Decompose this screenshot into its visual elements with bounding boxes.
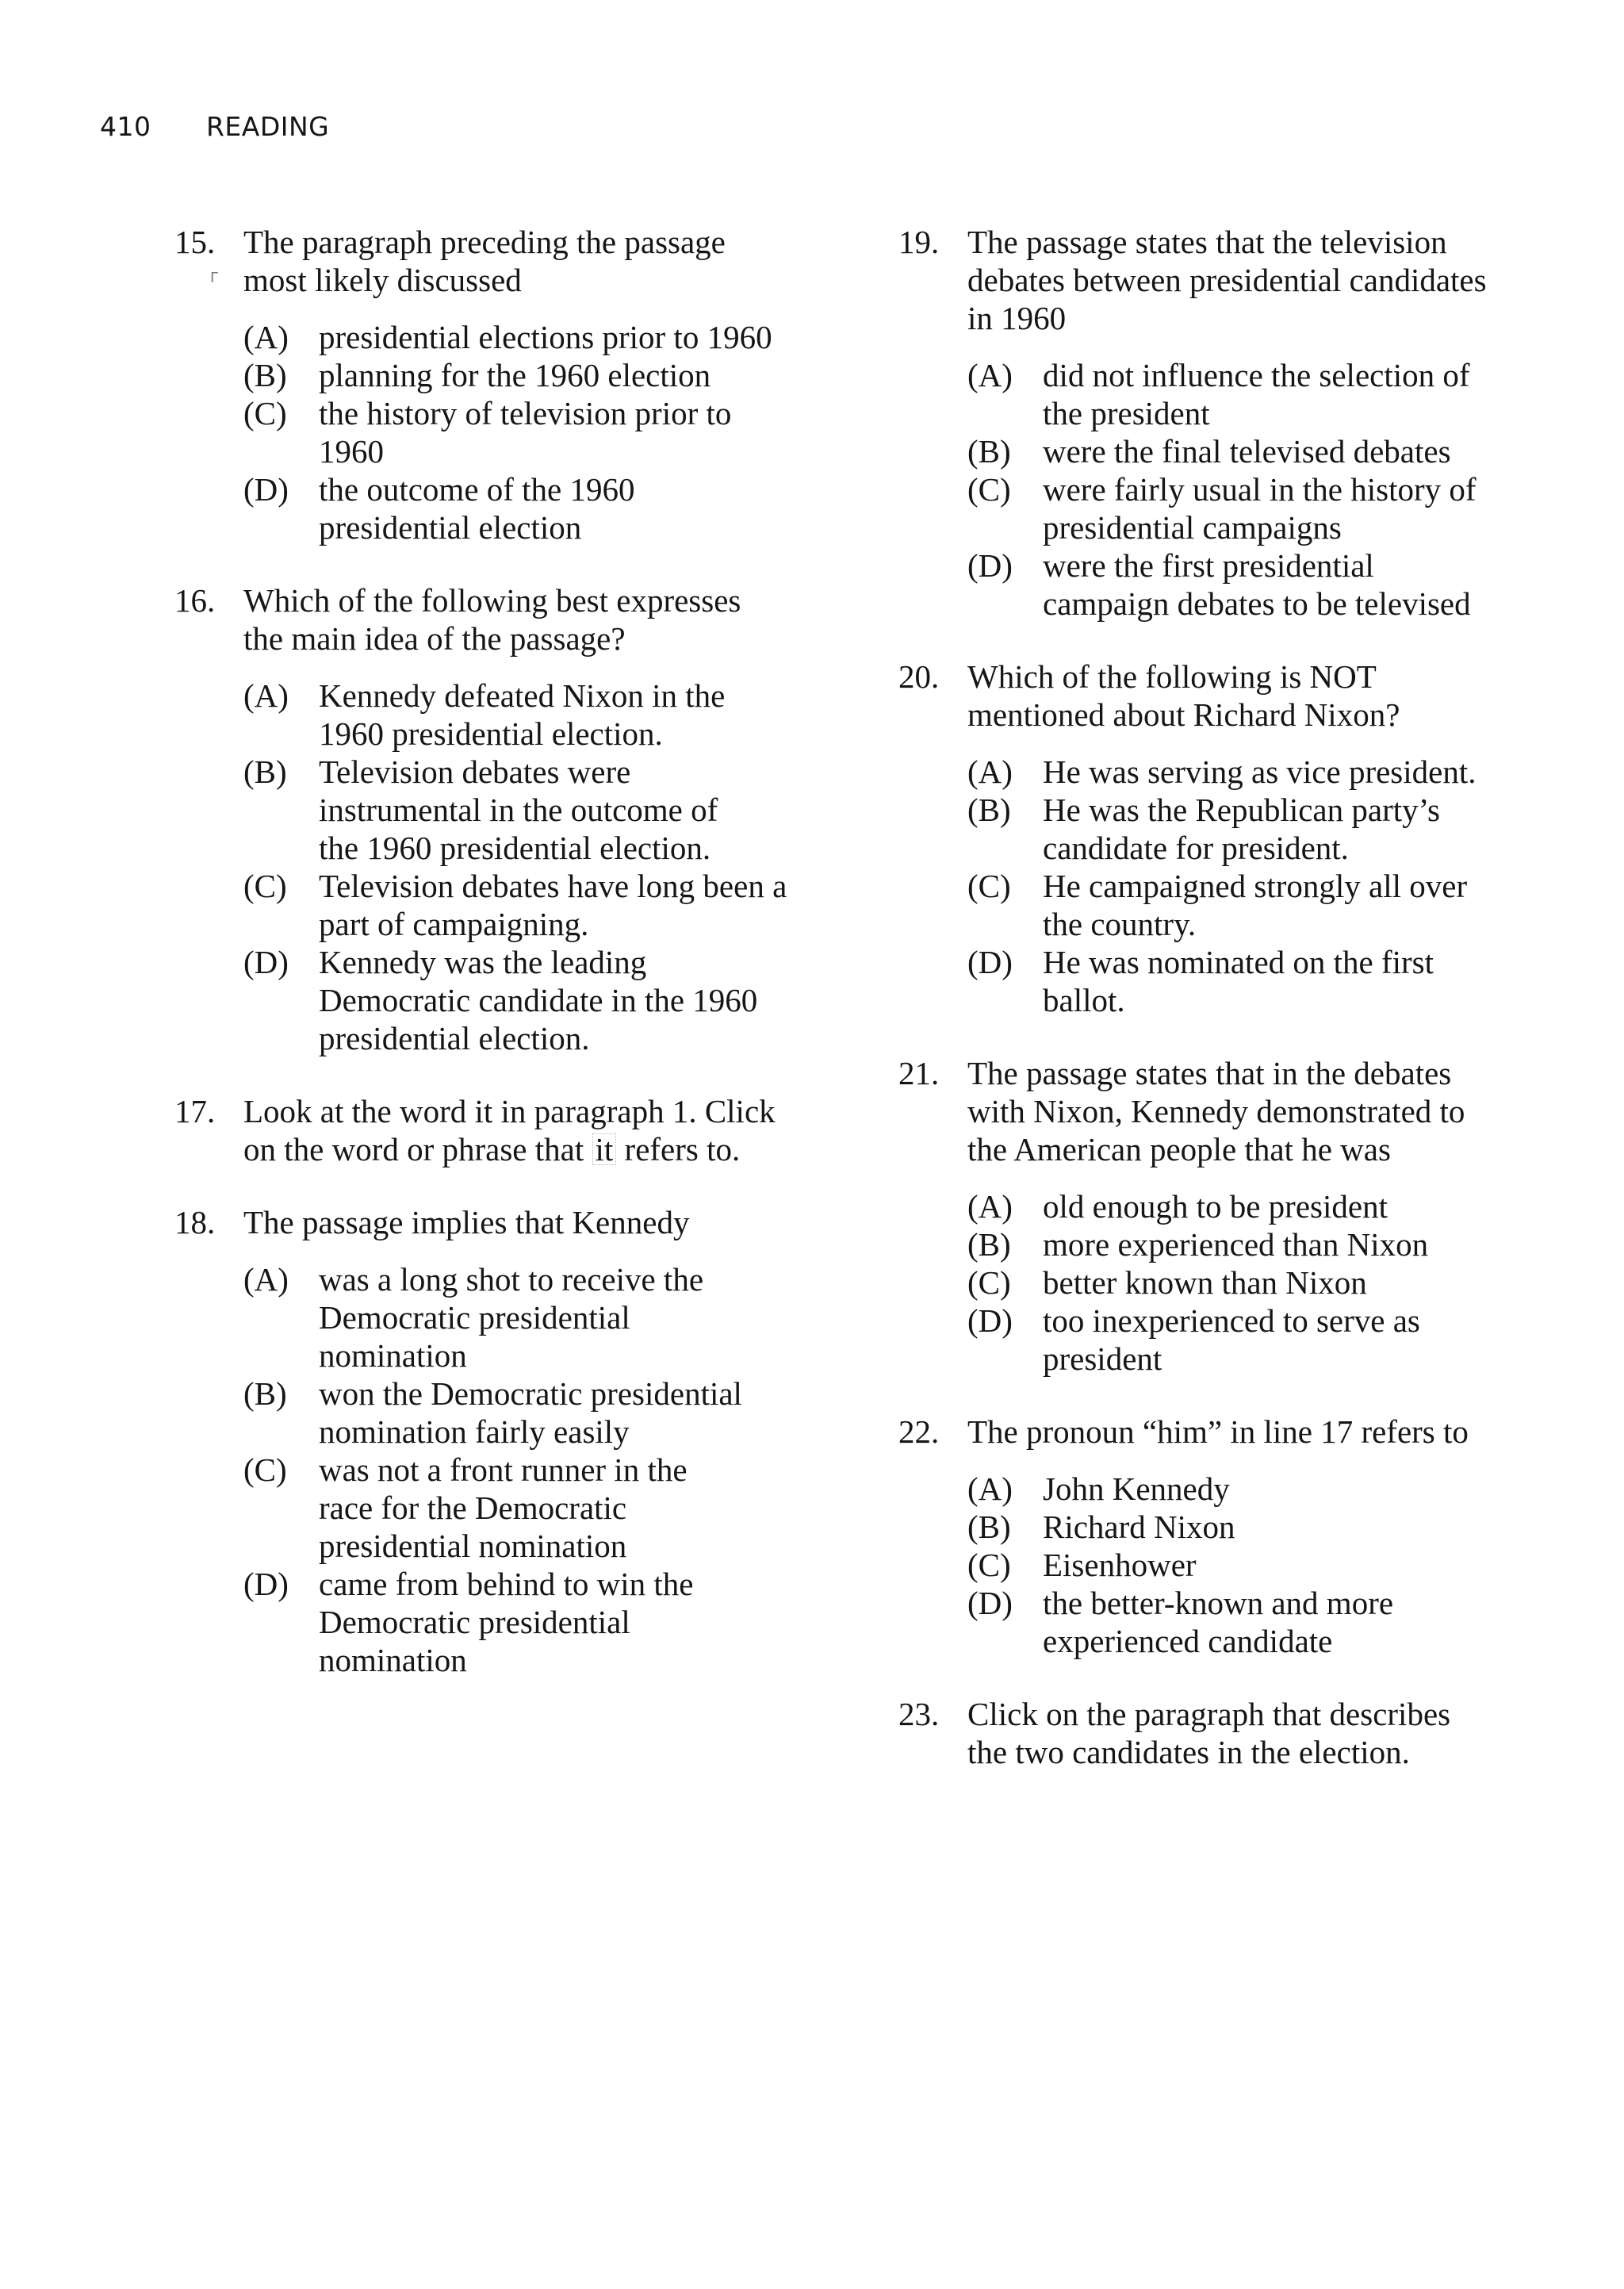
question-stem (898, 1413, 1572, 1451)
right-column (898, 223, 1572, 1806)
question-text[interactable]: Which of the following best expresses the main idea of the passage? (243, 582, 741, 657)
highlighted-word-it[interactable]: it (592, 1133, 617, 1165)
option-letter: (D) (243, 471, 289, 508)
option-text: was a long shot to receive the Democratic presidential nomination (319, 1261, 704, 1374)
answer-option[interactable] (967, 1470, 1572, 1508)
option-text: were fairly usual in the history of presidential campaigns (1043, 471, 1477, 546)
option-text: planning for the 1960 election (319, 357, 711, 393)
option-letter: (A) (243, 677, 289, 714)
question-stem (174, 1092, 848, 1168)
option-letter: (C) (243, 868, 287, 904)
question-20 (898, 658, 1572, 1019)
option-letter: (A) (243, 1261, 289, 1298)
option-text: were the final televised debates (1043, 433, 1451, 470)
question-text[interactable]: The paragraph preceding the passage most likely discussed (243, 224, 726, 298)
question-17 (174, 1092, 848, 1168)
option-text: came from behind to win the Democratic presidential nomination (319, 1566, 694, 1678)
option-text: was not a front runner in the race for the Democratic presidential nomination (319, 1451, 688, 1564)
question-text[interactable] (243, 1092, 848, 1168)
answer-option[interactable] (967, 1584, 1572, 1660)
question-text[interactable]: Click on the paragraph that describes the two candidates in the election. (967, 1696, 1451, 1770)
answer-options (243, 1260, 848, 1679)
question-19 (898, 223, 1572, 623)
question-text[interactable]: The passage states that the television debates between presidential candidates in 1960 (967, 224, 1487, 336)
page-header (100, 111, 329, 142)
question-text[interactable]: The pronoun “him” in line 17 refers to (967, 1413, 1469, 1450)
option-text: Richard Nixon (1043, 1509, 1235, 1545)
answer-option[interactable] (967, 1508, 1572, 1546)
option-letter: (C) (967, 471, 1011, 508)
question-text[interactable]: Which of the following is NOT mentioned about Richard Nixon? (967, 658, 1400, 733)
option-text: old enough to be president (1043, 1188, 1388, 1225)
option-letter: (D) (967, 1302, 1013, 1339)
stem-part: in paragraph 1. Click on the word or phrase that (243, 1093, 776, 1168)
answer-option[interactable] (967, 1546, 1572, 1584)
option-text: Kennedy defeated Nixon in the 1960 presidential election. (319, 677, 726, 752)
option-text: the history of television prior to 1960 (319, 395, 732, 470)
option-text: the outcome of the 1960 presidential election (319, 471, 635, 546)
section-title: READING (206, 111, 330, 142)
referent-word[interactable]: it (474, 1093, 493, 1129)
answer-option[interactable] (967, 1263, 1572, 1302)
option-text: John Kennedy (1043, 1470, 1230, 1507)
option-letter: (D) (967, 944, 1013, 980)
answer-option[interactable] (243, 753, 848, 867)
answer-option[interactable] (967, 791, 1572, 867)
question-23 (898, 1695, 1572, 1771)
option-letter: (A) (967, 1470, 1013, 1507)
option-text: better known than Nixon (1043, 1264, 1367, 1301)
option-letter: (B) (243, 357, 287, 393)
answer-option[interactable] (243, 677, 848, 753)
option-text: He campaigned strongly all over the country. (1043, 868, 1468, 942)
option-letter: (A) (243, 319, 289, 355)
answer-option[interactable] (967, 1302, 1572, 1378)
answer-options (967, 1470, 1572, 1660)
answer-option[interactable] (967, 432, 1572, 470)
option-letter: (B) (967, 433, 1011, 470)
answer-options (243, 677, 848, 1057)
question-number: 21. (898, 1055, 940, 1091)
answer-options (967, 356, 1572, 623)
answer-option[interactable] (243, 1375, 848, 1451)
option-letter: (A) (967, 753, 1013, 790)
option-letter: (D) (243, 1566, 289, 1602)
answer-option[interactable] (243, 1565, 848, 1679)
question-text[interactable]: The passage implies that Kennedy (243, 1204, 690, 1240)
answer-option[interactable] (967, 470, 1572, 546)
option-letter: (B) (967, 1509, 1011, 1545)
answer-options (243, 318, 848, 546)
option-text: Television debates were instrumental in the outcome of the 1960 presidential election. (319, 753, 718, 866)
option-letter: (C) (243, 1451, 287, 1488)
question-number: 20. (898, 658, 940, 695)
option-letter: (B) (243, 1375, 287, 1412)
answer-option[interactable] (967, 1225, 1572, 1263)
answer-option[interactable] (243, 943, 848, 1057)
answer-option[interactable] (967, 1187, 1572, 1225)
question-18 (174, 1203, 848, 1679)
option-letter: (B) (967, 1226, 1011, 1263)
question-number: 18. (174, 1204, 216, 1240)
stem-part: refers to. (616, 1131, 741, 1168)
question-21 (898, 1054, 1572, 1378)
answer-option[interactable] (243, 356, 848, 394)
answer-option[interactable] (967, 753, 1572, 791)
option-letter: (A) (967, 357, 1013, 393)
question-22 (898, 1413, 1572, 1660)
stray-mark-icon: ᒥ (210, 270, 219, 286)
answer-options (967, 1187, 1572, 1378)
stem-part: Look at the word (243, 1093, 475, 1129)
question-16 (174, 581, 848, 1057)
question-stem (174, 581, 848, 658)
option-text: did not influence the selection of the president (1043, 357, 1470, 431)
answer-option[interactable] (967, 546, 1572, 623)
answer-option[interactable] (243, 1260, 848, 1375)
option-text: too inexperienced to serve as president (1043, 1302, 1420, 1377)
answer-option[interactable] (243, 1451, 848, 1565)
option-text: were the first presidential campaign debates to be televised (1043, 547, 1471, 622)
answer-option[interactable] (243, 867, 848, 943)
question-number: 15. (174, 224, 216, 260)
option-text: He was the Republican party’s candidate for president. (1043, 792, 1440, 866)
question-15 (174, 223, 848, 546)
option-letter: (D) (967, 547, 1013, 584)
option-text: presidential elections prior to 1960 (319, 319, 772, 355)
question-text[interactable]: The passage states that in the debates with Nixon, Kennedy demonstrated to the American people that he was (967, 1055, 1465, 1168)
answer-options (967, 753, 1572, 1019)
page-number: 410 (100, 111, 151, 142)
answer-option[interactable] (967, 356, 1572, 432)
answer-option[interactable] (243, 470, 848, 546)
option-letter: (C) (967, 1547, 1011, 1583)
answer-option[interactable] (967, 867, 1572, 943)
question-stem (174, 1203, 848, 1241)
question-stem (898, 1054, 1572, 1168)
option-letter: (B) (243, 753, 287, 790)
option-text: Eisenhower (1043, 1547, 1197, 1583)
answer-option[interactable] (967, 943, 1572, 1019)
answer-option[interactable] (243, 394, 848, 470)
option-letter: (B) (967, 792, 1011, 828)
option-text: more experienced than Nixon (1043, 1226, 1429, 1263)
option-letter: (D) (967, 1585, 1013, 1621)
question-stem (898, 1695, 1572, 1771)
option-text: won the Democratic presidential nomination fairly easily (319, 1375, 742, 1450)
option-letter: (D) (243, 944, 289, 980)
option-letter: (C) (967, 868, 1011, 904)
question-number: 19. (898, 224, 940, 260)
answer-option[interactable] (243, 318, 848, 356)
question-number: 16. (174, 582, 216, 619)
question-stem (898, 658, 1572, 734)
question-stem (898, 223, 1572, 337)
option-text: He was nominated on the first ballot. (1043, 944, 1434, 1018)
question-stem (174, 223, 848, 299)
option-text: the better-known and more experienced candidate (1043, 1585, 1394, 1659)
question-number: 22. (898, 1413, 940, 1450)
option-text: Television debates have long been a part of campaigning. (319, 868, 787, 942)
option-letter: (C) (967, 1264, 1011, 1301)
option-letter: (C) (243, 395, 287, 431)
option-text: Kennedy was the leading Democratic candidate in the 1960 presidential election. (319, 944, 758, 1056)
left-column (174, 223, 848, 1714)
question-number: 23. (898, 1696, 940, 1732)
option-text: He was serving as vice president. (1043, 753, 1477, 790)
option-letter: (A) (967, 1188, 1013, 1225)
question-number: 17. (174, 1093, 216, 1129)
